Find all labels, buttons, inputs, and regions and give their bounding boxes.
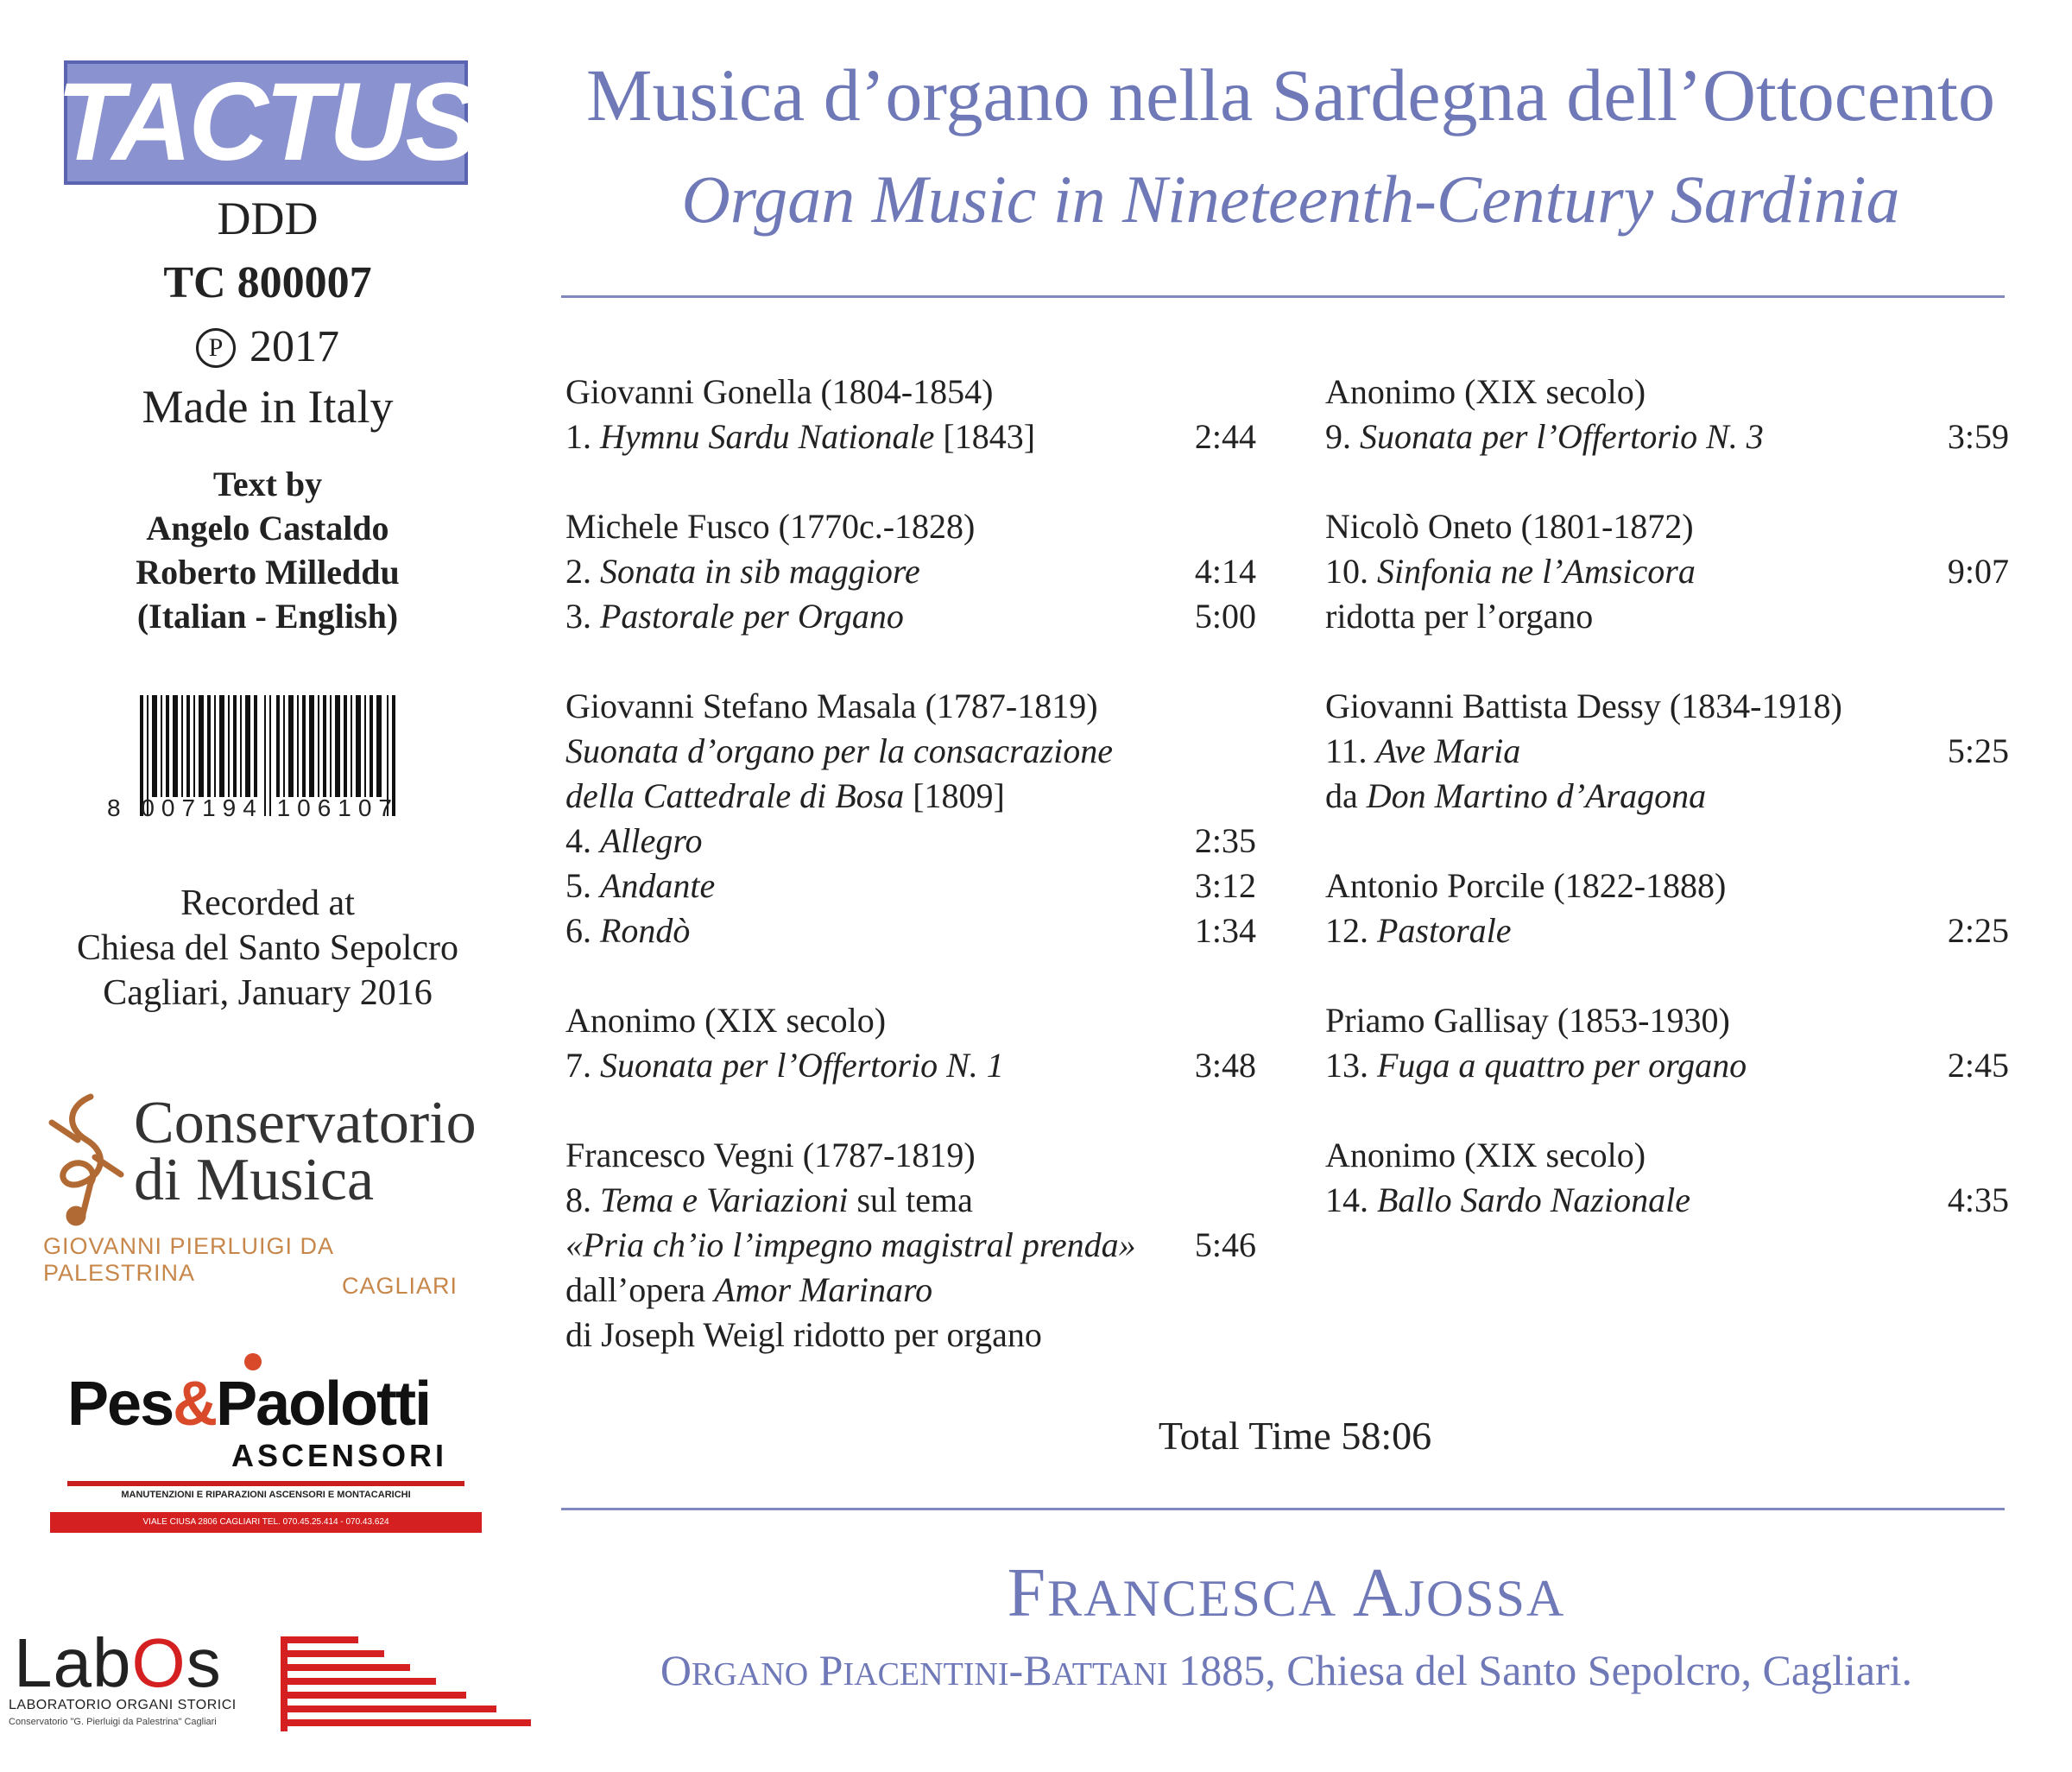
conservatorio-city: CAGLIARI bbox=[341, 1273, 458, 1299]
pes-address: VIALE CIUSA 2806 CAGLIARI TEL. 070.45.25.414 - 070.43.624 bbox=[50, 1512, 482, 1533]
pes-ampersand: & bbox=[173, 1370, 217, 1439]
work-title bbox=[565, 774, 1256, 819]
track-duration: 4:35 bbox=[1947, 1180, 2009, 1219]
track-row bbox=[565, 594, 1256, 639]
labos-part-a: Lab bbox=[14, 1624, 132, 1701]
track-duration: 5:25 bbox=[1947, 731, 2009, 770]
labos-part-o: O bbox=[131, 1624, 186, 1701]
composer-group bbox=[565, 370, 1256, 459]
composer-group bbox=[1325, 998, 2009, 1088]
track-row bbox=[565, 819, 1256, 864]
composer-name: Anonimo (XIX secolo) bbox=[1325, 372, 1646, 411]
album-title-italian: Musica d’organo nella Sardegna dell’Ottocento bbox=[586, 54, 1995, 136]
composer-group bbox=[1325, 370, 2009, 459]
composer-name: Anonimo (XIX secolo) bbox=[1325, 1136, 1646, 1174]
track-number: 2. bbox=[565, 552, 591, 591]
track-number: 9. bbox=[1325, 417, 1351, 456]
performer-first-name: FRANCESCA bbox=[1007, 1555, 1338, 1631]
track-number: 8. bbox=[565, 1180, 591, 1219]
track-duration: 2:44 bbox=[1194, 417, 1256, 456]
paolotti-word: Paolotti bbox=[216, 1370, 431, 1439]
track-duration: 3:59 bbox=[1947, 417, 2009, 456]
composer-name: Giovanni Gonella (1804-1854) bbox=[565, 372, 994, 411]
track-title: Suonata per l’Offertorio N. 3 bbox=[1360, 417, 1764, 456]
track-opera-prefix: dall’opera bbox=[565, 1270, 706, 1309]
track-number: 7. bbox=[565, 1046, 591, 1085]
organ-builder: PIACENTINI-BATTANI bbox=[818, 1646, 1168, 1694]
recorded-at-label: Recorded at bbox=[180, 883, 355, 923]
track-duration: 1:34 bbox=[1194, 911, 1256, 950]
composer-group bbox=[565, 998, 1256, 1088]
organ-details: 1885, Chiesa del Santo Sepolcro, Cagliari. bbox=[1178, 1646, 1913, 1694]
composer-name: Nicolò Oneto (1801-1872) bbox=[1325, 507, 1694, 546]
logo-dot-icon bbox=[244, 1353, 262, 1370]
track-number: 5. bbox=[565, 866, 591, 905]
header-divider bbox=[561, 295, 2005, 298]
track-detail-prefix: da bbox=[1325, 776, 1358, 815]
tracklist-left bbox=[565, 370, 1256, 1402]
work-title bbox=[565, 729, 1256, 774]
track-title: Suonata per l’Offertorio N. 1 bbox=[600, 1046, 1004, 1085]
composer-name: Giovanni Stefano Masala (1787-1819) bbox=[565, 687, 1098, 725]
track-detail bbox=[565, 1268, 1256, 1313]
composer-group bbox=[1325, 864, 2009, 953]
track-detail: ridotta per l’organo bbox=[1325, 597, 1594, 636]
composer-group bbox=[565, 504, 1256, 639]
track-title: Sinfonia ne l’Amsicora bbox=[1377, 552, 1696, 591]
made-in: Made in Italy bbox=[142, 381, 394, 433]
recording-info bbox=[0, 881, 535, 1016]
track-title: Allegro bbox=[600, 821, 703, 860]
organ-prefix: ORGANO bbox=[660, 1646, 809, 1694]
work-year: [1809] bbox=[913, 776, 1005, 815]
track-number: 11. bbox=[1325, 731, 1368, 770]
track-note: [1843] bbox=[943, 417, 1036, 456]
track-duration: 5:46 bbox=[1194, 1225, 1256, 1264]
track-title: Ballo Sardo Nazionale bbox=[1377, 1180, 1690, 1219]
track-duration: 3:48 bbox=[1194, 1046, 1256, 1085]
work-title-line-1: Suonata d’organo per la consacrazione bbox=[565, 731, 1114, 770]
track-detail-title: Don Martino d’Aragona bbox=[1366, 776, 1707, 815]
pes-tagline: MANUTENZIONI E RIPARAZIONI ASCENSORI E MONTACARICHI bbox=[121, 1490, 411, 1500]
pes-paolotti-name bbox=[67, 1369, 430, 1440]
organ-info bbox=[535, 1645, 2037, 1695]
track-duration: 9:07 bbox=[1947, 552, 2009, 591]
track-row bbox=[565, 1043, 1256, 1088]
track-detail bbox=[1325, 774, 2009, 819]
performer-name bbox=[863, 1554, 1709, 1633]
track-duration: 2:45 bbox=[1947, 1046, 2009, 1085]
work-title-line-2: della Cattedrale di Bosa bbox=[565, 776, 905, 815]
format-label: DDD bbox=[217, 193, 319, 244]
release-year: 2017 bbox=[250, 322, 339, 371]
labos-subtitle: LABORATORIO ORGANI STORICI bbox=[9, 1698, 237, 1712]
track-title: Pastorale per Organo bbox=[600, 597, 904, 636]
track-row bbox=[565, 549, 1256, 594]
track-row bbox=[565, 415, 1256, 459]
track-title: Tema e Variazioni bbox=[600, 1180, 849, 1219]
track-duration: 3:12 bbox=[1194, 866, 1256, 905]
conservatorio-line-1: Conservatorio bbox=[134, 1090, 477, 1156]
composer-name: Anonimo (XIX secolo) bbox=[565, 1001, 887, 1040]
composer-name: Francesco Vegni (1787-1819) bbox=[565, 1136, 976, 1174]
tracklist-right bbox=[1325, 370, 2009, 1268]
barcode-number: 8 007194 106107 bbox=[107, 794, 399, 821]
conservatorio-subtitle: GIOVANNI PIERLUIGI DA PALESTRINA bbox=[43, 1233, 333, 1286]
album-title-english: Organ Music in Nineteenth-Century Sardinia bbox=[681, 161, 1900, 237]
recording-venue: Chiesa del Santo Sepolcro bbox=[76, 928, 459, 968]
tactus-logo-text: TACTUS bbox=[56, 60, 476, 184]
track-row bbox=[1325, 1178, 2009, 1223]
text-author-1: Angelo Castaldo bbox=[146, 509, 389, 547]
track-row bbox=[565, 864, 1256, 908]
recording-date: Cagliari, January 2016 bbox=[103, 973, 433, 1013]
track-title: Fuga a quattro per organo bbox=[1377, 1046, 1747, 1085]
track-title: Hymnu Sardu Nationale bbox=[600, 417, 935, 456]
labos-name bbox=[14, 1623, 222, 1703]
text-by-label: Text by bbox=[212, 465, 323, 503]
track-duration: 5:00 bbox=[1194, 597, 1256, 636]
pes-divider bbox=[67, 1481, 464, 1486]
composer-group bbox=[565, 684, 1256, 953]
composer-group bbox=[1325, 1133, 2009, 1223]
track-theme: «Pria ch’io l’impegno magistral prenda» bbox=[565, 1225, 1136, 1264]
pes-subtitle: ASCENSORI bbox=[231, 1438, 447, 1473]
treble-clef-icon bbox=[43, 1088, 130, 1226]
track-number: 6. bbox=[565, 911, 591, 950]
track-row bbox=[1325, 415, 2009, 459]
track-row bbox=[1325, 908, 2009, 953]
track-row bbox=[565, 1223, 1256, 1268]
composer-name: Antonio Porcile (1822-1888) bbox=[1325, 866, 1727, 905]
track-title-rest: sul tema bbox=[856, 1180, 973, 1219]
text-credits bbox=[0, 462, 535, 638]
catalog-number: TC 800007 bbox=[163, 258, 372, 307]
phonogram-icon: P bbox=[196, 328, 236, 368]
track-title: Ave Maria bbox=[1375, 731, 1521, 770]
track-row bbox=[1325, 729, 2009, 774]
track-number: 12. bbox=[1325, 911, 1368, 950]
composer-name: Michele Fusco (1770c.-1828) bbox=[565, 507, 976, 546]
track-duration: 2:25 bbox=[1947, 911, 2009, 950]
pes-word: Pes bbox=[67, 1370, 174, 1439]
track-opera: Amor Marinaro bbox=[714, 1270, 933, 1309]
conservatorio-name bbox=[134, 1090, 477, 1213]
track-title: Pastorale bbox=[1377, 911, 1512, 950]
track-row bbox=[1325, 1043, 2009, 1088]
conservatorio-line-2: di Musica bbox=[134, 1147, 375, 1213]
track-number: 3. bbox=[565, 597, 591, 636]
track-title: Sonata in sib maggiore bbox=[600, 552, 920, 591]
track-number: 10. bbox=[1325, 552, 1368, 591]
track-number: 13. bbox=[1325, 1046, 1368, 1085]
labos-subtitle-2: Conservatorio "G. Pierluigi da Palestrina" Cagliari bbox=[9, 1717, 217, 1727]
track-number: 1. bbox=[565, 417, 591, 456]
track-duration: 4:14 bbox=[1194, 552, 1256, 591]
composer-group bbox=[565, 1133, 1256, 1357]
phonogram-year bbox=[0, 321, 535, 372]
labos-part-b: s bbox=[186, 1624, 222, 1701]
footer-divider bbox=[561, 1508, 2005, 1510]
track-detail: di Joseph Weigl ridotto per organo bbox=[565, 1315, 1042, 1354]
text-languages: (Italian - English) bbox=[136, 597, 399, 636]
total-time: Total Time 58:06 bbox=[1158, 1414, 1432, 1458]
composer-name: Giovanni Battista Dessy (1834-1918) bbox=[1325, 687, 1842, 725]
track-row bbox=[565, 1178, 1256, 1223]
organ-pipes-icon bbox=[281, 1636, 531, 1731]
composer-group bbox=[1325, 504, 2009, 639]
composer-group bbox=[1325, 684, 2009, 819]
text-author-2: Roberto Milleddu bbox=[136, 553, 400, 592]
tactus-logo bbox=[56, 60, 476, 185]
track-number: 14. bbox=[1325, 1180, 1368, 1219]
track-number: 4. bbox=[565, 821, 591, 860]
performer-last-name: AJOSSA bbox=[1352, 1555, 1566, 1631]
track-title: Andante bbox=[600, 866, 716, 905]
track-row bbox=[565, 908, 1256, 953]
track-duration: 2:35 bbox=[1194, 821, 1256, 860]
track-title: Rondò bbox=[600, 911, 691, 950]
track-row bbox=[1325, 549, 2009, 594]
pes-paolotti-logo bbox=[50, 1351, 482, 1541]
composer-name: Priamo Gallisay (1853-1930) bbox=[1325, 1001, 1730, 1040]
